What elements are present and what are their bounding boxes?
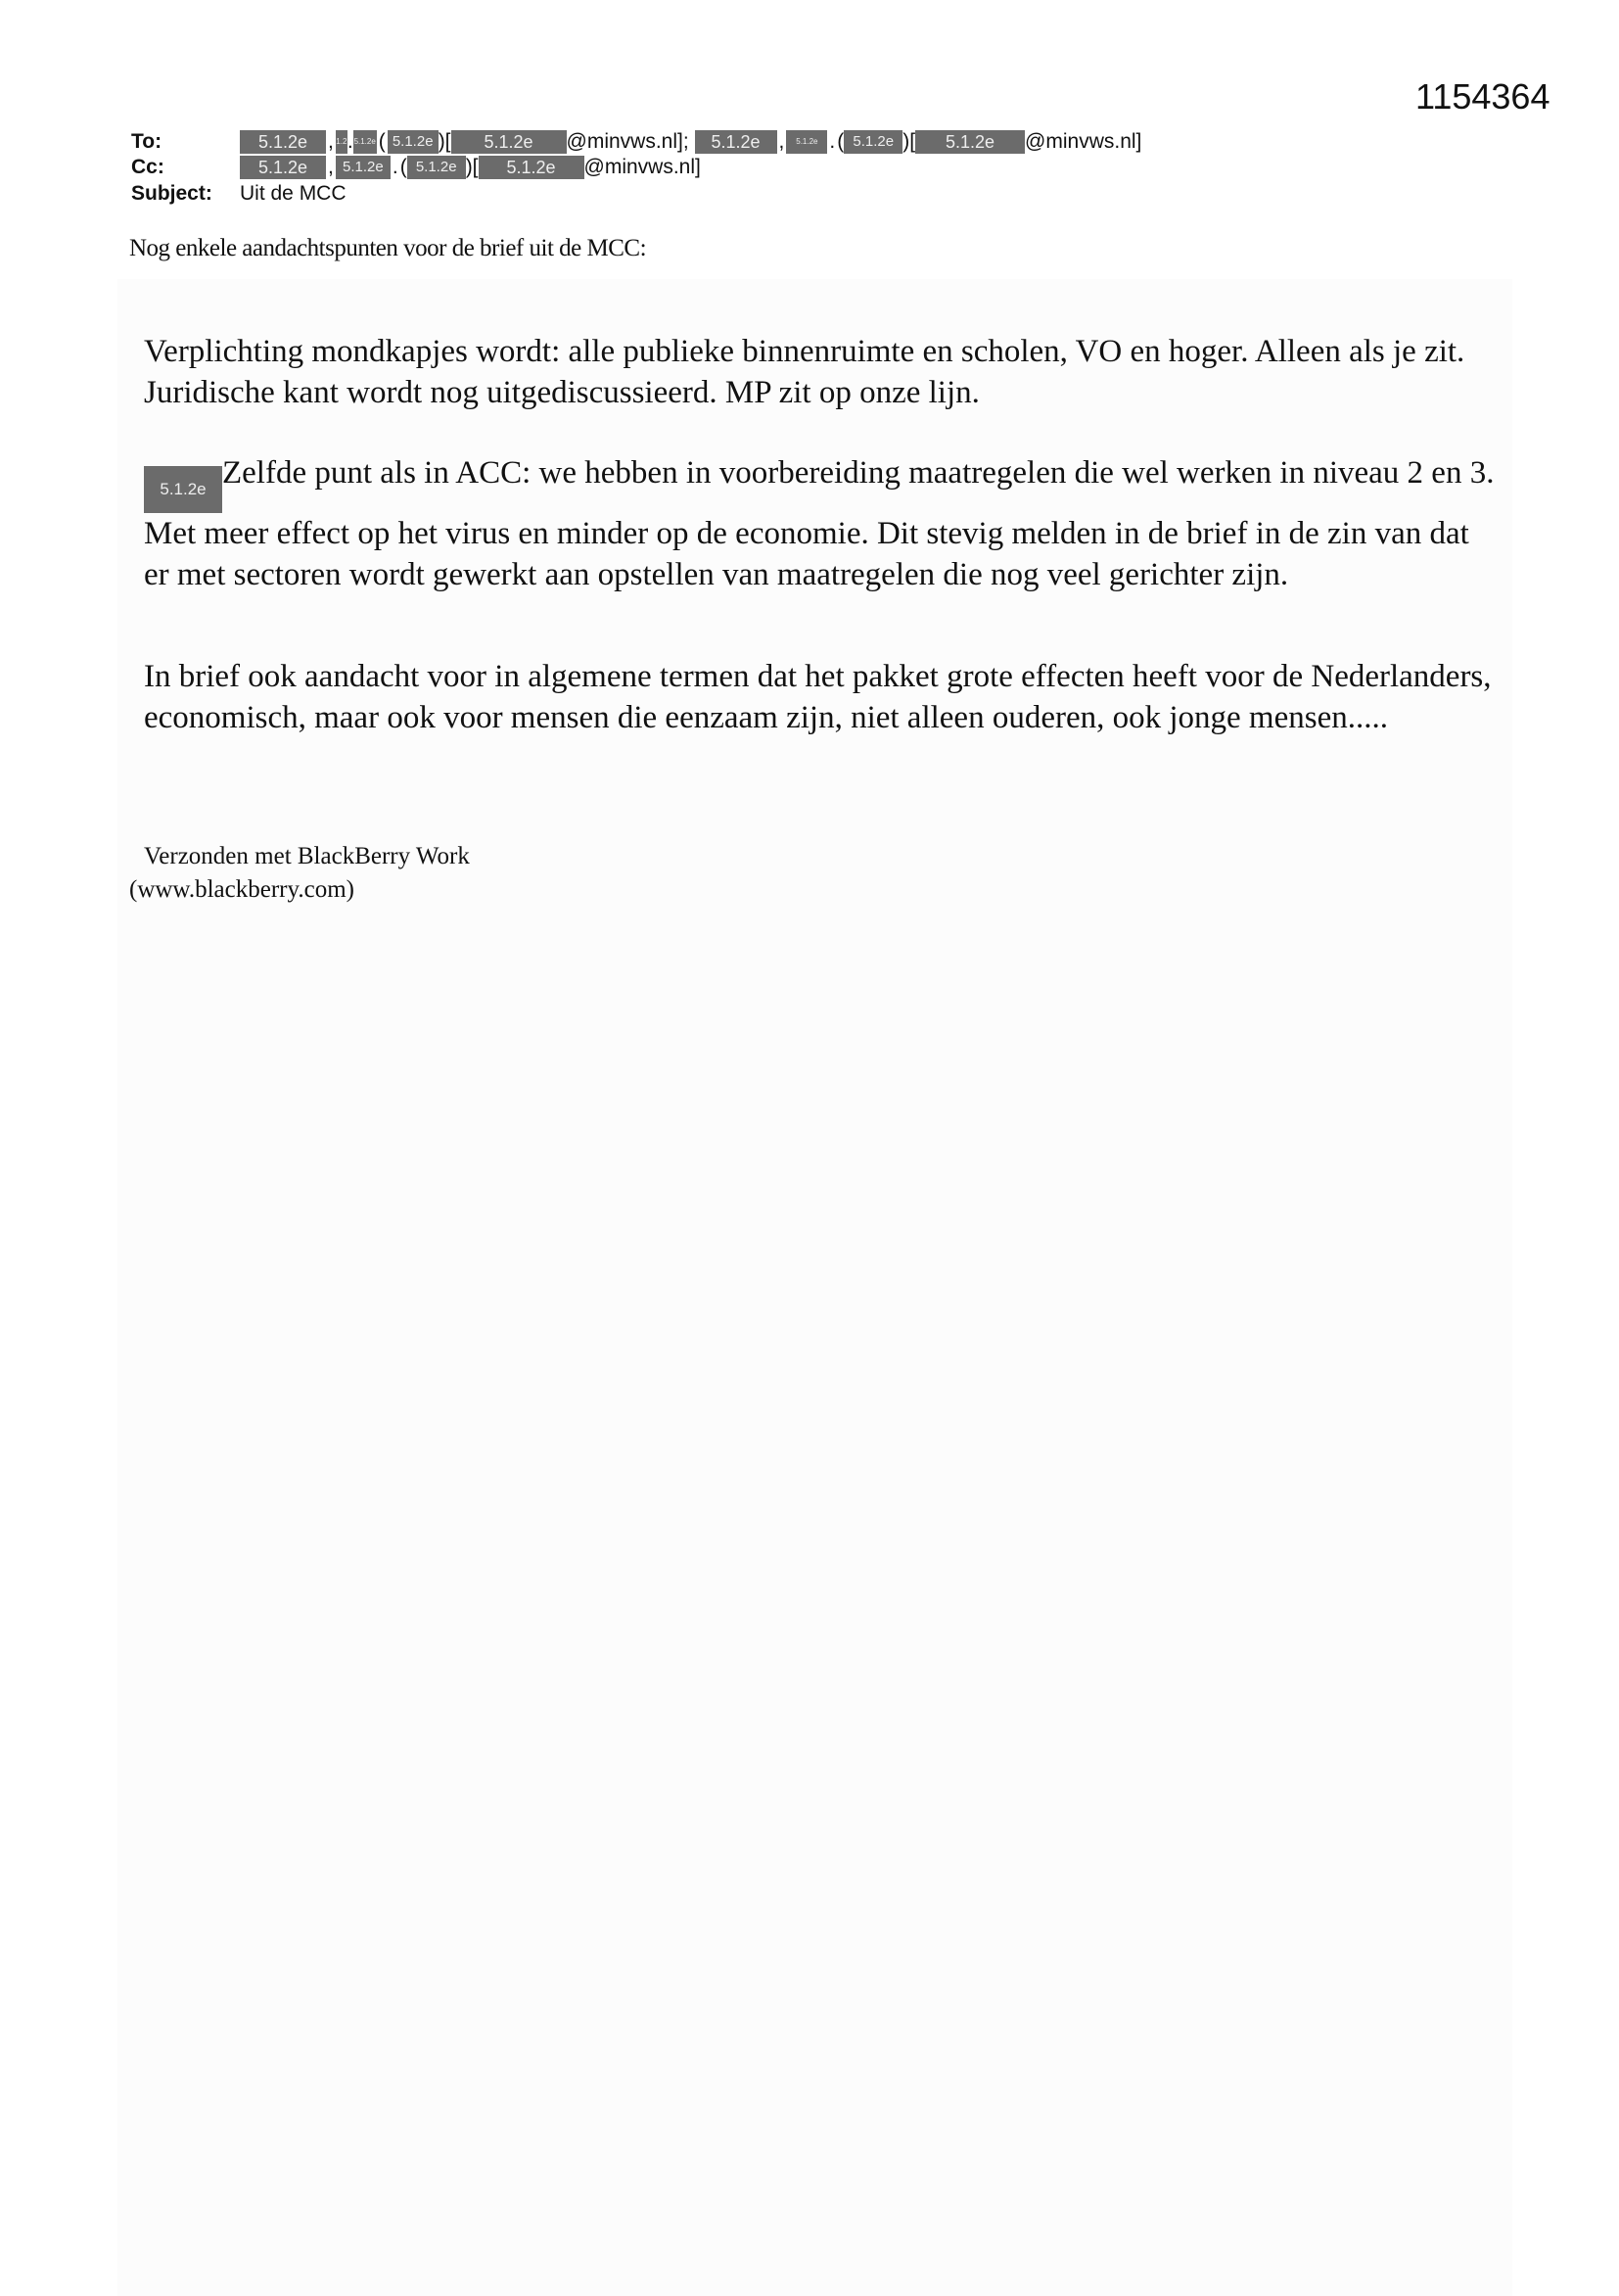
redaction: 5.1.2e (844, 130, 902, 154)
redaction: 5.1.2e (451, 130, 567, 154)
redaction: 5.1.2e (388, 130, 439, 154)
redaction: 5.1.2e (786, 130, 827, 154)
redaction: 5.1.2e (695, 130, 777, 154)
redaction: 1.2 (336, 130, 347, 154)
subject-value: Uit de MCC (240, 182, 347, 205)
signature-line-1: Verzonden met BlackBerry Work (144, 843, 470, 869)
subject-label: Subject: (131, 182, 212, 205)
to-row: To: 5.1.2e , 1.2 . 5.1.2e ( 5.1.2e )[ 5.1.2e @minvws.nl]; 5.1.2e , 5.1.2e . ( 5.1.2e )[ 5.1.2e @minvws.nl] (131, 130, 1142, 153)
redaction: 5.1.2e (240, 130, 326, 154)
redaction: 5.1.2e (915, 130, 1025, 154)
redaction: 5.1.2e (144, 466, 222, 513)
cc-label: Cc: (131, 156, 164, 178)
body-paragraph-3 (144, 656, 1495, 738)
document-id: 1154364 (1415, 76, 1550, 117)
redaction: 5.1.2e (407, 156, 466, 179)
body-paragraph-2 (144, 452, 1495, 595)
redaction: 5.1.2e (336, 156, 391, 179)
email-domain: @minvws.nl] (583, 156, 701, 178)
paragraph-text: Zelfde punt als in ACC: we hebben in voorbereiding maatregelen die wel werken in niveau 2 en 3. Met meer effect op het virus en minder op de economie. Dit stevig melden in de brief in de zin van dat er met sectoren wordt gewerkt aan opstellen van maatregelen die nog veel gerichter zijn. (144, 455, 1495, 592)
redaction: 5.1.2e (479, 156, 584, 179)
email-domain: @minvws.nl] (1025, 130, 1142, 153)
redaction: 5.1.2e (240, 156, 326, 179)
email-domain: @minvws.nl]; (566, 130, 689, 153)
to-label: To: (131, 130, 162, 153)
cc-row: Cc: 5.1.2e , 5.1.2e . ( 5.1.2e )[ 5.1.2e @minvws.nl] (131, 156, 701, 178)
paragraph-text: Verplichting mondkapjes wordt: alle publieke binnenruimte en scholen, VO en hoger. Alleen als je zit. Juridische kant wordt nog uitgediscussieerd. MP zit op onze lijn. (144, 334, 1465, 410)
redaction: 5.1.2e (353, 130, 377, 154)
paragraph-text: In brief ook aandacht voor in algemene termen dat het pakket grote effecten heeft voor de Nederlanders, economisch, maar ook voor mensen die eenzaam zijn, niet alleen ouderen, ook jonge mensen..... (144, 659, 1492, 735)
subject-row (131, 182, 347, 206)
body-paragraph-1 (144, 331, 1495, 413)
signature-link[interactable]: (www.blackberry.com) (129, 876, 354, 903)
intro-text: Nog enkele aandachtspunten voor de brief uit de MCC: (129, 235, 647, 261)
